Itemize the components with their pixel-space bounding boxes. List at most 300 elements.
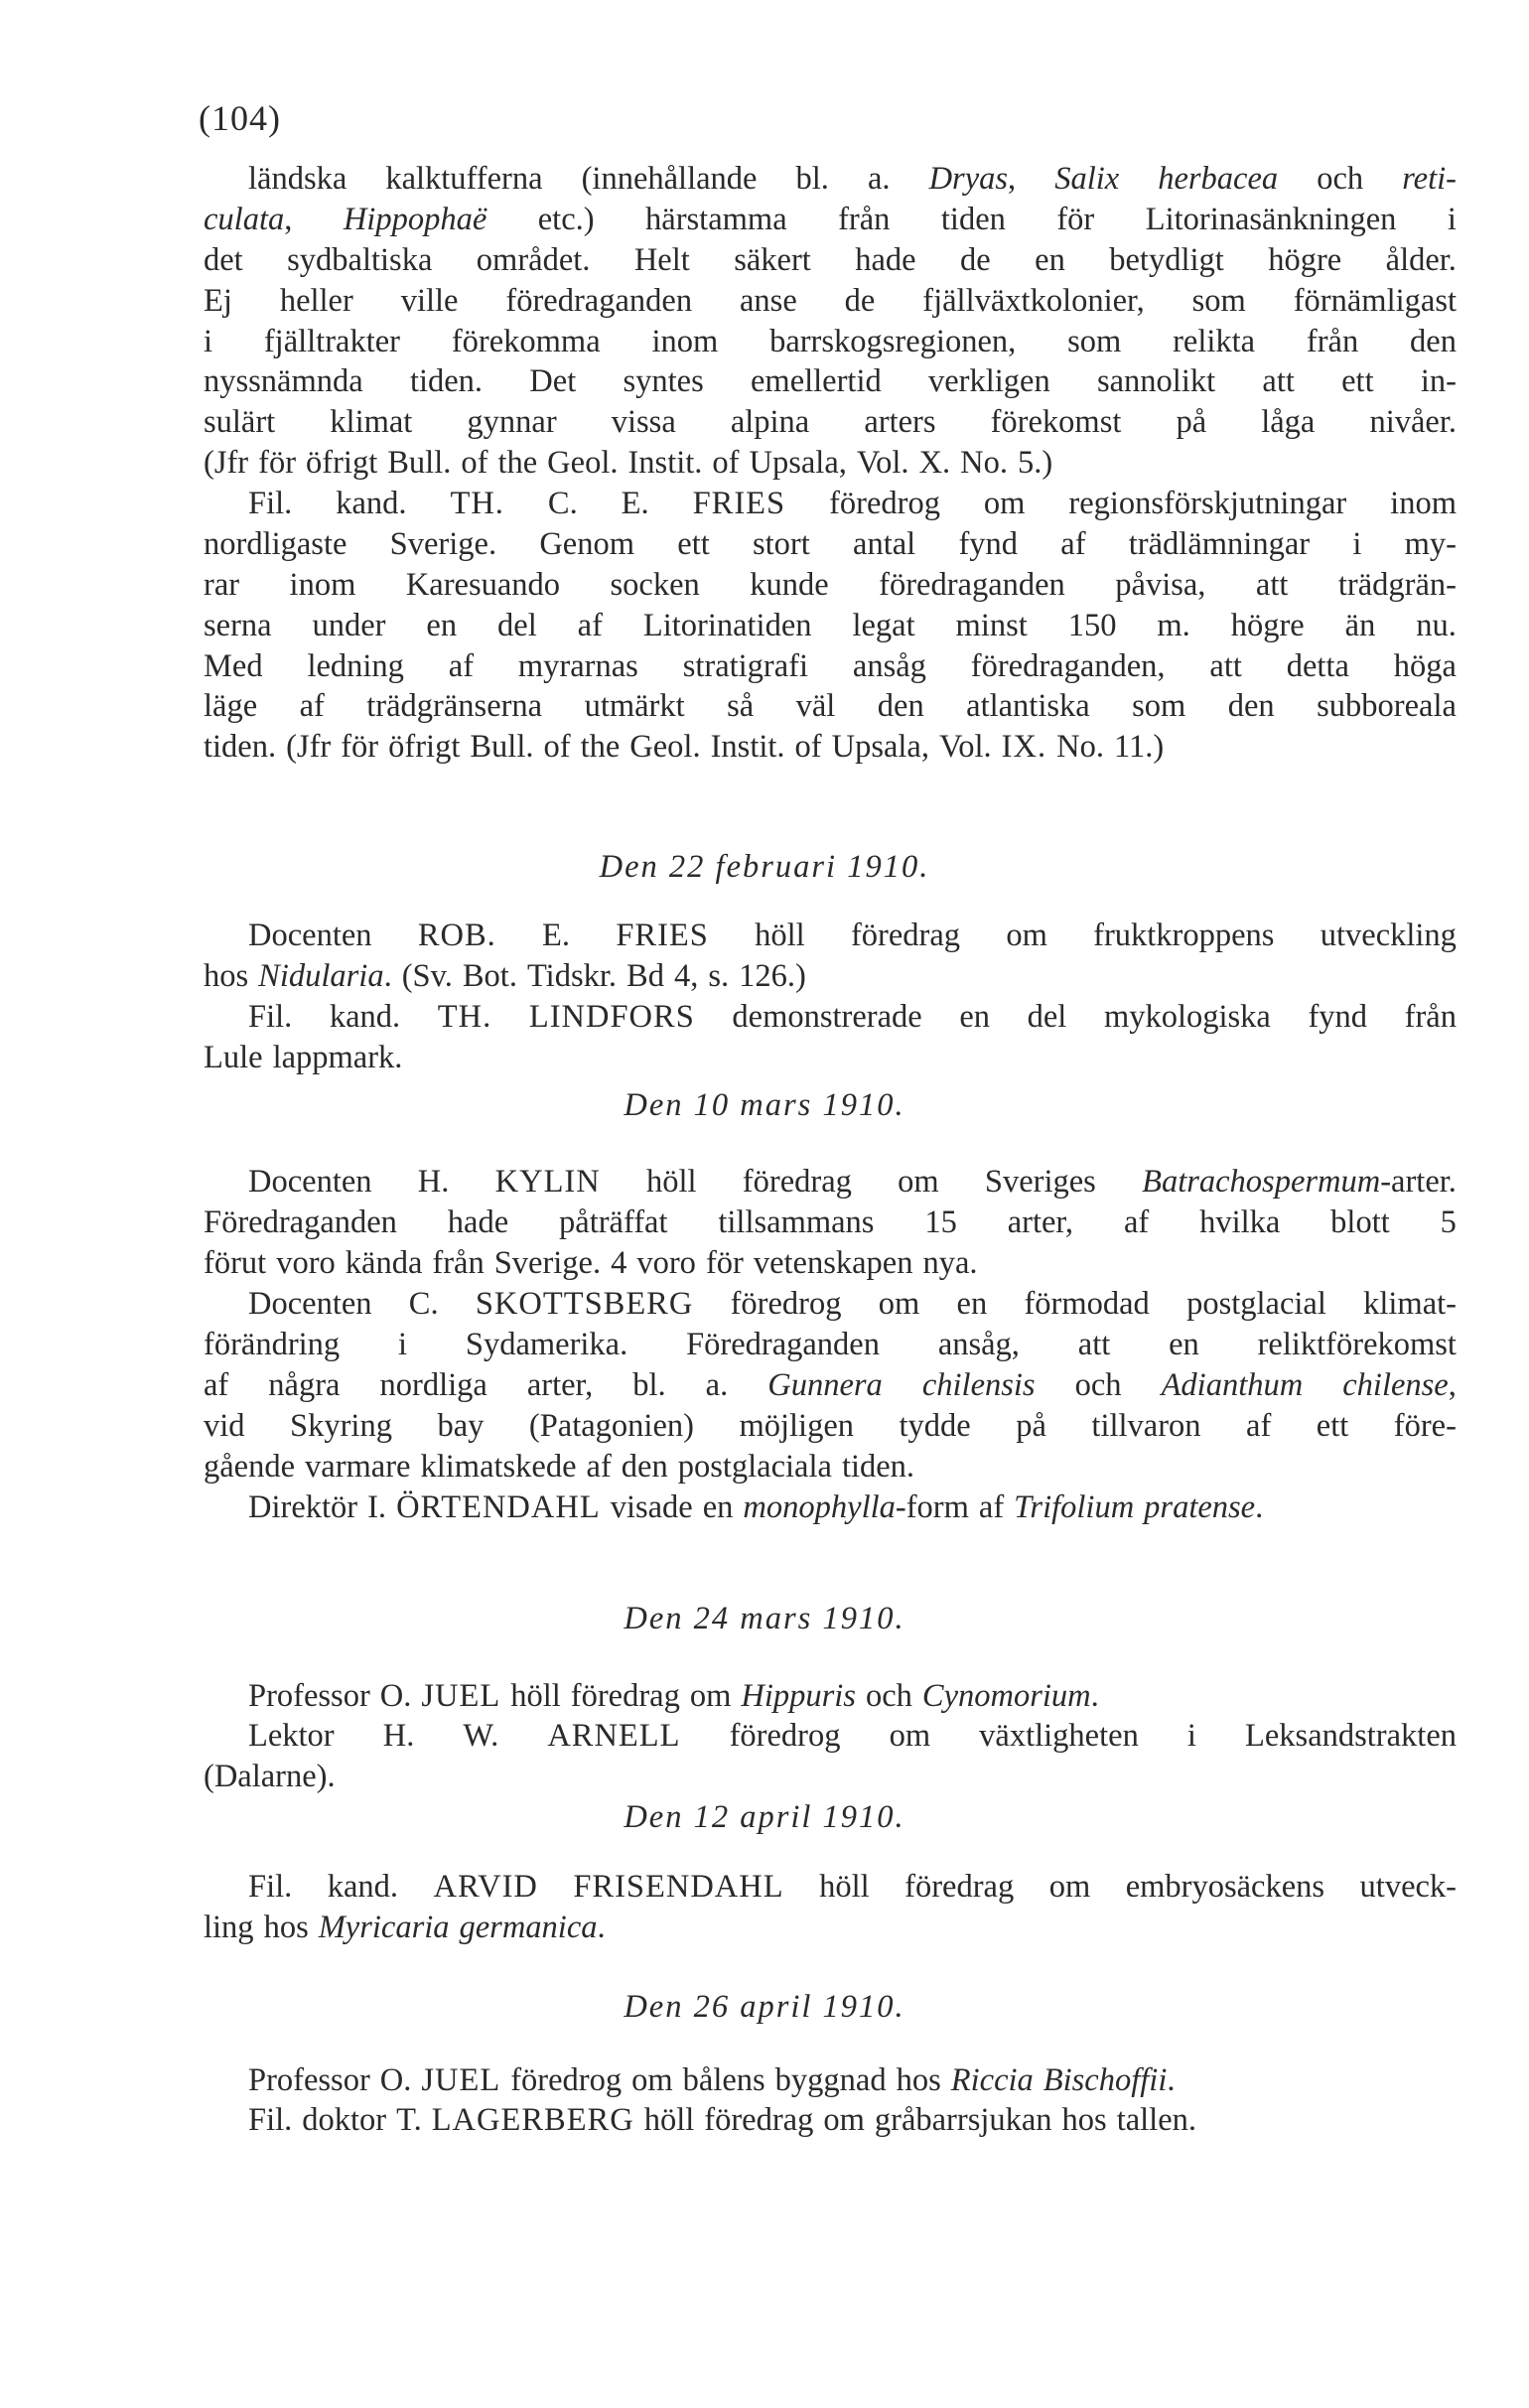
word: (Dalarne).: [204, 1758, 336, 1794]
word: än: [1344, 607, 1376, 643]
word: chilensis: [921, 1366, 1036, 1403]
word: SKOTTSBERG: [475, 1286, 694, 1322]
word: inom: [1390, 486, 1457, 521]
word: föredrag: [704, 2102, 814, 2138]
date-heading-26-april: Den 26 april 1910.: [624, 1989, 905, 2025]
word: af: [204, 1366, 229, 1403]
text-line: [204, 1908, 1457, 1948]
word: gråbarrsjukan: [874, 2102, 1052, 2138]
word: germanica.: [459, 1909, 606, 1945]
word: föredrag: [904, 1869, 1015, 1905]
paragraph-skottsberg: [204, 1284, 1457, 1487]
word: låga: [1261, 404, 1316, 441]
word: om: [889, 1718, 931, 1754]
text-line: [204, 200, 1457, 240]
word: för: [1056, 201, 1095, 237]
word: en: [702, 1489, 734, 1525]
word: O.: [379, 1678, 412, 1714]
word: föredrog: [730, 1286, 842, 1322]
word: tiden.: [204, 729, 277, 766]
word: tallen.: [1116, 2102, 1197, 2138]
word: fruktkroppens: [1093, 918, 1275, 953]
text-line: [204, 1757, 1457, 1797]
date-heading-10-mars: Den 10 mars 1910.: [624, 1087, 905, 1123]
text-line: [204, 1365, 1457, 1406]
word: in-: [1420, 363, 1457, 400]
word: Vol.: [938, 729, 992, 766]
word: Sverige.: [389, 525, 497, 562]
word: JUEL: [421, 1678, 501, 1714]
word: ett: [1341, 363, 1374, 400]
word: postglaciala: [677, 1448, 832, 1485]
word: vissa: [611, 404, 676, 441]
word: Hippophaë: [343, 201, 487, 237]
word: Fil.: [248, 486, 293, 521]
word: nyssnämnda: [204, 363, 363, 400]
word: voro: [636, 1244, 696, 1281]
word: före-: [1393, 1407, 1457, 1444]
word: föredrag: [850, 918, 961, 953]
word: och: [865, 1678, 912, 1714]
word: Fil.: [248, 1869, 293, 1905]
word: ansåg,: [937, 1326, 1020, 1362]
word: arter,: [1007, 1204, 1074, 1240]
word: Litorinasänkningen: [1145, 201, 1397, 237]
word: serna: [204, 607, 272, 643]
word: den: [1410, 323, 1457, 359]
page-number: (104): [199, 98, 281, 138]
word: förut: [204, 1244, 267, 1281]
word: Professor: [248, 2062, 370, 2098]
word: of: [712, 445, 740, 482]
word: TH.: [437, 999, 492, 1035]
word: Bull.: [387, 445, 452, 482]
word: i: [398, 1326, 408, 1362]
word: en: [959, 999, 990, 1035]
word: Bull.: [470, 729, 534, 766]
word: af: [978, 1489, 1005, 1525]
text-line: [204, 1447, 1457, 1487]
word: en: [426, 607, 458, 643]
word: LINDFORS: [528, 999, 695, 1035]
word: några: [268, 1366, 341, 1403]
word: af: [586, 1448, 612, 1485]
word: fjällväxtkolonier,: [922, 282, 1145, 319]
word: hos: [896, 2062, 941, 2098]
word: (Sv.: [401, 957, 453, 994]
word: nivåer.: [1369, 404, 1457, 441]
word: relikta: [1173, 323, 1256, 359]
word: af: [577, 607, 603, 643]
word: inom: [651, 323, 719, 359]
text-line: [204, 1487, 1457, 1528]
word: området.: [476, 241, 591, 278]
word: Litorinatiden: [642, 607, 812, 643]
word: den: [621, 1448, 668, 1485]
word: antal: [853, 525, 916, 562]
text-line: [204, 2060, 1457, 2101]
word: hvilka: [1199, 1204, 1281, 1240]
word: Professor: [248, 1678, 370, 1714]
word: bl.: [795, 161, 829, 197]
text-line: [204, 1284, 1457, 1325]
word: kända: [345, 1244, 423, 1281]
word: vid: [204, 1407, 245, 1444]
text-line: [204, 686, 1457, 727]
word: Instit.: [710, 729, 785, 766]
text-line: [204, 443, 1457, 484]
word: Docenten: [248, 1164, 372, 1200]
word: Instit.: [627, 445, 703, 482]
word: 5.): [1018, 445, 1053, 482]
word: ländska: [248, 161, 348, 197]
word: de: [960, 241, 991, 278]
word: hos: [263, 1909, 309, 1945]
word: väl: [795, 688, 836, 725]
word: af: [299, 688, 325, 725]
word: of: [794, 729, 822, 766]
word: ARNELL: [547, 1718, 681, 1754]
word: FRIES: [692, 486, 786, 521]
word: KYLIN: [494, 1164, 601, 1200]
paragraph-arnell: [204, 1716, 1457, 1797]
word: utveckling: [1320, 918, 1457, 953]
text-line: [204, 159, 1457, 200]
word: tiden: [940, 201, 1006, 237]
paragraph-lindfors: [204, 997, 1457, 1078]
word: höll: [510, 1678, 561, 1714]
word: Föredraganden: [686, 1326, 880, 1362]
word: a.: [867, 161, 891, 197]
word: om: [898, 1164, 939, 1200]
text-line: [204, 916, 1457, 956]
word: en: [956, 1286, 988, 1322]
word: of: [461, 445, 488, 482]
word: hade: [447, 1204, 509, 1240]
word: som: [1067, 323, 1122, 359]
word: föredraganden: [505, 282, 693, 319]
word: 126.): [739, 957, 806, 994]
word: ett: [677, 525, 710, 562]
word: hade: [855, 241, 916, 278]
word: Nidularia.: [258, 957, 392, 994]
word: som: [1132, 688, 1186, 725]
word: (innehållande: [581, 161, 758, 197]
word: i: [1447, 201, 1457, 237]
word: om: [1006, 918, 1047, 953]
word: Riccia: [950, 2062, 1034, 2098]
word: höll: [645, 1164, 697, 1200]
word: Bischoffii.: [1042, 2062, 1176, 2098]
word: klimatskede: [420, 1448, 577, 1485]
word: Karesuando: [405, 566, 561, 603]
text-line: [204, 361, 1457, 402]
word: m.: [1157, 607, 1190, 643]
word: Med: [204, 647, 263, 684]
word: demonstrerade: [732, 999, 922, 1035]
word: ARVID: [433, 1869, 538, 1905]
word: utveck-: [1359, 1869, 1457, 1905]
word: den: [877, 688, 924, 725]
word: Vol.: [856, 445, 909, 482]
word: och: [1074, 1366, 1122, 1403]
word: Adianthum: [1161, 1366, 1304, 1403]
word: af: [1246, 1407, 1272, 1444]
word: Gunnera: [767, 1366, 883, 1403]
word: pratense.: [1144, 1489, 1264, 1525]
word: C.: [408, 1286, 439, 1322]
word: kand.: [327, 1869, 399, 1905]
word: culata,: [204, 201, 293, 237]
word: tiden.: [841, 1448, 915, 1485]
word: påträffat: [559, 1204, 668, 1240]
word: som: [1191, 282, 1246, 319]
word: af: [1123, 1204, 1150, 1240]
word: voro: [276, 1244, 336, 1281]
word: stratigrafi: [682, 647, 809, 684]
text-line: [204, 565, 1457, 606]
word: på: [1176, 404, 1207, 441]
word: hos: [1061, 2102, 1107, 2138]
word: ålder.: [1385, 241, 1457, 278]
text-line: [204, 1867, 1457, 1908]
word: monophylla-form: [743, 1489, 969, 1525]
word: visade: [610, 1489, 693, 1525]
word: från: [1306, 323, 1359, 359]
word: 4,: [673, 957, 699, 994]
word: O.: [379, 2062, 412, 2098]
word: fynd: [958, 525, 1019, 562]
word: W.: [463, 1718, 499, 1754]
word: i: [1352, 525, 1362, 562]
text-line: [204, 997, 1457, 1038]
word: kand.: [336, 486, 407, 521]
word: att: [1077, 1326, 1111, 1362]
word: att: [1255, 566, 1289, 603]
word: trädgrän-: [1337, 566, 1457, 603]
word: embryosäckens: [1125, 1869, 1325, 1905]
word: tillsammans: [718, 1204, 875, 1240]
paragraph-juel-hippuris: [204, 1676, 1457, 1717]
word: E.: [542, 918, 571, 953]
word: från: [432, 1244, 485, 1281]
paragraph-fries-regionsforskjutningar: [204, 484, 1457, 768]
word: reliktförekomst: [1257, 1326, 1457, 1362]
text-line: [204, 281, 1457, 322]
word: subboreala: [1317, 688, 1457, 725]
word: heller: [279, 282, 353, 319]
word: i: [204, 323, 213, 359]
word: s.: [708, 957, 730, 994]
word: inom: [289, 566, 356, 603]
word: lappmark.: [272, 1039, 403, 1075]
text-line: [204, 240, 1457, 281]
paragraph-fries-nidularia: [204, 916, 1457, 997]
word: T.: [396, 2102, 422, 2138]
word: en: [1169, 1326, 1199, 1362]
word: Geol.: [629, 729, 701, 766]
word: så: [727, 688, 755, 725]
text-line: [204, 606, 1457, 646]
word: tiden.: [409, 363, 484, 400]
word: herbacea: [1158, 161, 1279, 197]
word: ÖRTENDAHL: [396, 1489, 601, 1525]
word: för: [258, 445, 297, 482]
word: Docenten: [248, 918, 372, 953]
text-line: [204, 646, 1457, 687]
word: barrskogsregionen,: [769, 323, 1017, 359]
word: 5: [1440, 1204, 1457, 1240]
word: Fil.: [248, 2102, 293, 2138]
word: säkert: [734, 241, 811, 278]
word: om: [689, 1678, 732, 1714]
word: Lule: [204, 1039, 263, 1075]
word: H.: [382, 1718, 415, 1754]
word: på: [1016, 1407, 1046, 1444]
word: vetenskapen: [753, 1244, 913, 1281]
word: del: [1027, 999, 1067, 1035]
word: atlantiska: [966, 688, 1090, 725]
word: the: [580, 729, 621, 766]
text-line: [204, 484, 1457, 524]
word: föredrog: [829, 486, 940, 521]
word: under: [312, 607, 386, 643]
word: a.: [705, 1366, 729, 1403]
word: FRISENDAHL: [573, 1869, 784, 1905]
word: Trifolium: [1014, 1489, 1135, 1525]
word: Dryas,: [928, 161, 1017, 197]
date-heading-22-februari: Den 22 februari 1910.: [599, 849, 930, 885]
word: från: [1404, 999, 1457, 1035]
paragraph-kalktuff-continuation: [204, 159, 1457, 484]
word: förmodad: [1024, 1286, 1150, 1322]
paragraph-ortendahl: [204, 1487, 1457, 1528]
word: ett: [1316, 1407, 1349, 1444]
word: syntes: [623, 363, 704, 400]
word: Föredraganden: [204, 1204, 397, 1240]
word: bålens: [682, 2062, 765, 2098]
word: för: [341, 729, 379, 766]
text-line: [204, 1325, 1457, 1365]
word: Bd: [626, 957, 664, 994]
word: TH.: [450, 486, 504, 521]
word: Bot.: [462, 957, 517, 994]
text-line: [204, 1676, 1457, 1717]
word: varmare: [305, 1448, 411, 1485]
word: högre: [1230, 607, 1305, 643]
word: verkligen: [927, 363, 1050, 400]
text-line: [204, 1038, 1457, 1078]
word: ROB.: [417, 918, 496, 953]
word: emellertid: [750, 363, 882, 400]
word: H.: [417, 1164, 450, 1200]
word: det: [204, 241, 243, 278]
word: att: [1209, 647, 1242, 684]
text-line: [204, 2100, 1457, 2141]
word: chilense,: [1342, 1366, 1457, 1403]
word: högre: [1268, 241, 1342, 278]
word: tillvaron: [1091, 1407, 1201, 1444]
word: anse: [740, 282, 797, 319]
word: Fil.: [248, 999, 293, 1035]
word: hos: [204, 957, 249, 994]
word: rar: [204, 566, 240, 603]
word: X.: [918, 445, 951, 482]
text-line: [204, 1203, 1457, 1243]
word: om: [631, 2062, 673, 2098]
word: Sveriges: [984, 1164, 1096, 1200]
word: Cynomorium.: [921, 1678, 1099, 1714]
word: minst: [955, 607, 1028, 643]
word: Upsala,: [749, 445, 847, 482]
word: förändring: [204, 1326, 341, 1362]
word: I.: [367, 1489, 387, 1525]
word: bl.: [632, 1366, 666, 1403]
word: i: [1186, 1718, 1196, 1754]
word: trädlämningar: [1128, 525, 1311, 562]
word: läge: [204, 688, 258, 725]
word: ling: [204, 1909, 254, 1945]
word: kand.: [329, 999, 401, 1035]
word: om: [983, 486, 1026, 521]
word: om: [1048, 1869, 1091, 1905]
word: klimat: [330, 404, 413, 441]
text-line: [204, 727, 1457, 768]
word: Myricaria: [318, 1909, 450, 1945]
word: (Jfr: [286, 729, 332, 766]
word: Sverige.: [493, 1244, 602, 1281]
word: Leksandstrakten: [1245, 1718, 1457, 1754]
word: sydbaltiska: [287, 241, 433, 278]
word: my-: [1404, 525, 1457, 562]
word: Salix: [1054, 161, 1120, 197]
word: höll: [643, 2102, 695, 2138]
word: kalktufferna: [385, 161, 543, 197]
word: Geol.: [547, 445, 619, 482]
word: arter,: [526, 1366, 594, 1403]
word: arters: [864, 404, 936, 441]
word: och: [1317, 161, 1364, 197]
word: (Patagonien): [528, 1407, 694, 1444]
text-line: [204, 1162, 1457, 1203]
text-line: [204, 1243, 1457, 1284]
word: Lektor: [248, 1718, 335, 1754]
word: föredrog: [510, 2062, 623, 2098]
word: höll: [819, 1869, 870, 1905]
word: (Jfr: [204, 445, 249, 482]
word: ansåg: [852, 647, 926, 684]
word: om: [878, 1286, 920, 1322]
word: af: [1060, 525, 1086, 562]
word: föredrag: [570, 1678, 680, 1714]
word: Tidskr.: [526, 957, 618, 994]
text-line: [204, 524, 1457, 565]
word: C.: [547, 486, 578, 521]
word: 150: [1067, 607, 1117, 643]
word: myrarnas: [517, 647, 638, 684]
word: påvisa,: [1115, 566, 1206, 603]
word: detta: [1286, 647, 1349, 684]
word: föredrog: [729, 1718, 841, 1754]
word: föredraganden,: [970, 647, 1166, 684]
word: sulärt: [204, 404, 276, 441]
word: betydligt: [1109, 241, 1224, 278]
word: Batrachospermum-arter.: [1142, 1164, 1457, 1200]
word: byggnad: [774, 2062, 887, 2098]
word: ledning: [307, 647, 404, 684]
word: för: [705, 1244, 744, 1281]
word: förekomst: [990, 404, 1122, 441]
